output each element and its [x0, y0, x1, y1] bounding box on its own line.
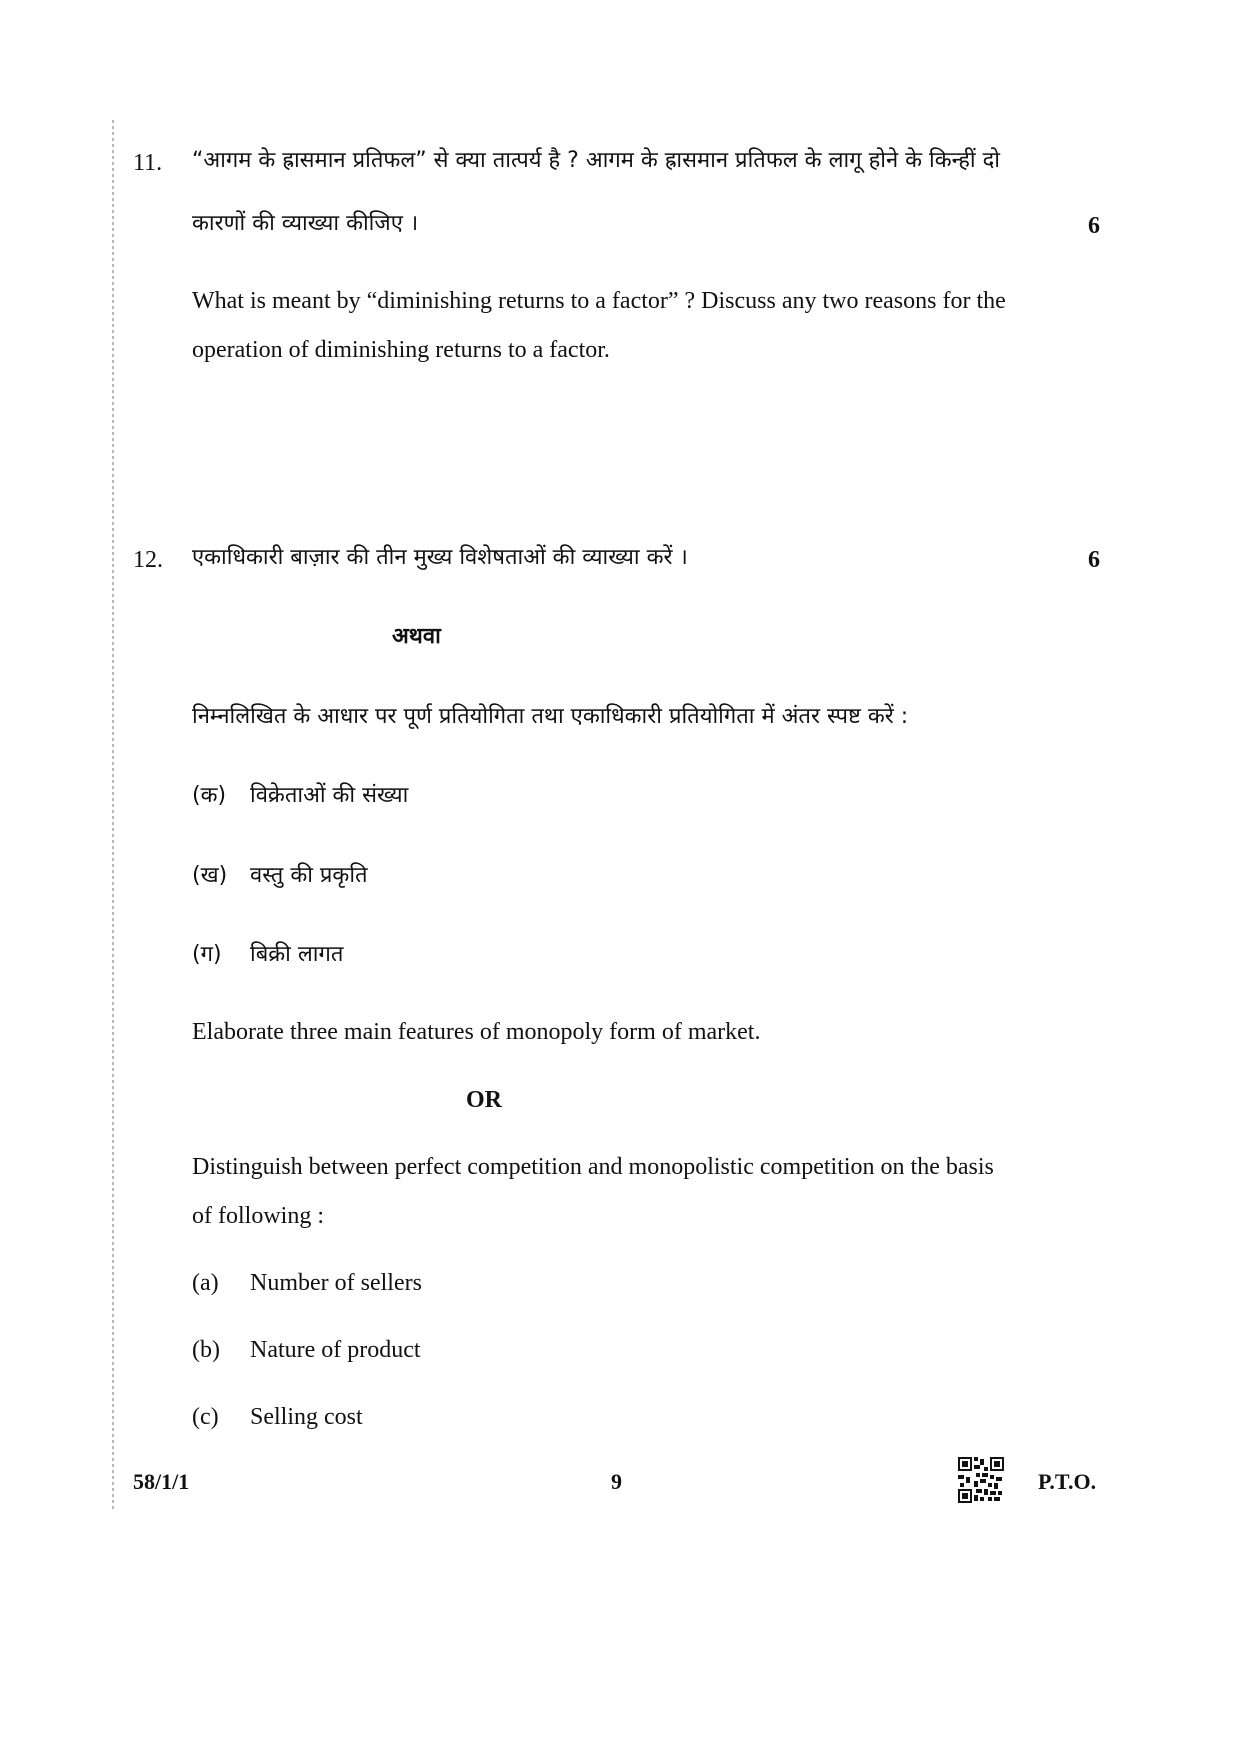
english-option-label-a: (a): [192, 1270, 219, 1296]
question-12-hindi-distinguish: निम्नलिखित के आधार पर पूर्ण प्रतियोगिता तथा एकाधिकारी प्रतियोगिता में अंतर स्पष्ट करें :: [192, 704, 909, 729]
english-option-text-a: Number of sellers: [250, 1270, 422, 1296]
question-12-number: 12.: [133, 547, 163, 573]
question-12-marks: 6: [1088, 547, 1100, 573]
question-11-hindi-line-1: “आगम के ह्रासमान प्रतिफल” से क्या तात्पर्य है ? आगम के ह्रासमान प्रतिफल के लागू होने के किन्हीं दो: [192, 148, 1000, 173]
question-11-number: 11.: [133, 150, 163, 176]
english-option-text-c: Selling cost: [250, 1404, 363, 1430]
footer-paper-code: 58/1/1: [133, 1469, 190, 1494]
hindi-option-text-kha: वस्तु की प्रकृति: [250, 863, 368, 888]
question-11-hindi-line-2: कारणों की व्याख्या कीजिए ।: [192, 211, 419, 236]
question-12-english-distinguish-line-2: of following :: [192, 1203, 324, 1229]
hindi-option-text-ka: विक्रेताओं की संख्या: [250, 783, 409, 808]
hindi-option-text-ga: बिक्री लागत: [250, 942, 344, 967]
or-hindi: अथवा: [392, 624, 441, 649]
english-option-label-b: (b): [192, 1337, 220, 1363]
question-12-english-main: Elaborate three main features of monopoly form of market.: [192, 1019, 761, 1045]
hindi-option-label-ka: (क): [192, 783, 227, 808]
hindi-option-label-kha: (ख): [192, 863, 228, 888]
qr-code-icon: [958, 1457, 1004, 1503]
margin-security-strip: [112, 120, 114, 1510]
question-11-marks: 6: [1088, 213, 1100, 239]
english-option-text-b: Nature of product: [250, 1337, 421, 1363]
hindi-option-label-ga: (ग): [192, 942, 222, 967]
footer-pto: P.T.O.: [1038, 1469, 1097, 1494]
english-option-label-c: (c): [192, 1404, 219, 1430]
question-12-hindi-main: एकाधिकारी बाज़ार की तीन मुख्य विशेषताओं की व्याख्या करें ।: [192, 545, 688, 570]
footer-page-number: 9: [611, 1469, 622, 1494]
question-11-english-line-1: What is meant by “diminishing returns to a factor” ? Discuss any two reasons for the: [192, 288, 1006, 314]
question-11-english-line-2: operation of diminishing returns to a factor.: [192, 337, 610, 363]
question-12-english-distinguish-line-1: Distinguish between perfect competition and monopolistic competition on the basis: [192, 1154, 994, 1180]
or-english: OR: [466, 1087, 502, 1113]
